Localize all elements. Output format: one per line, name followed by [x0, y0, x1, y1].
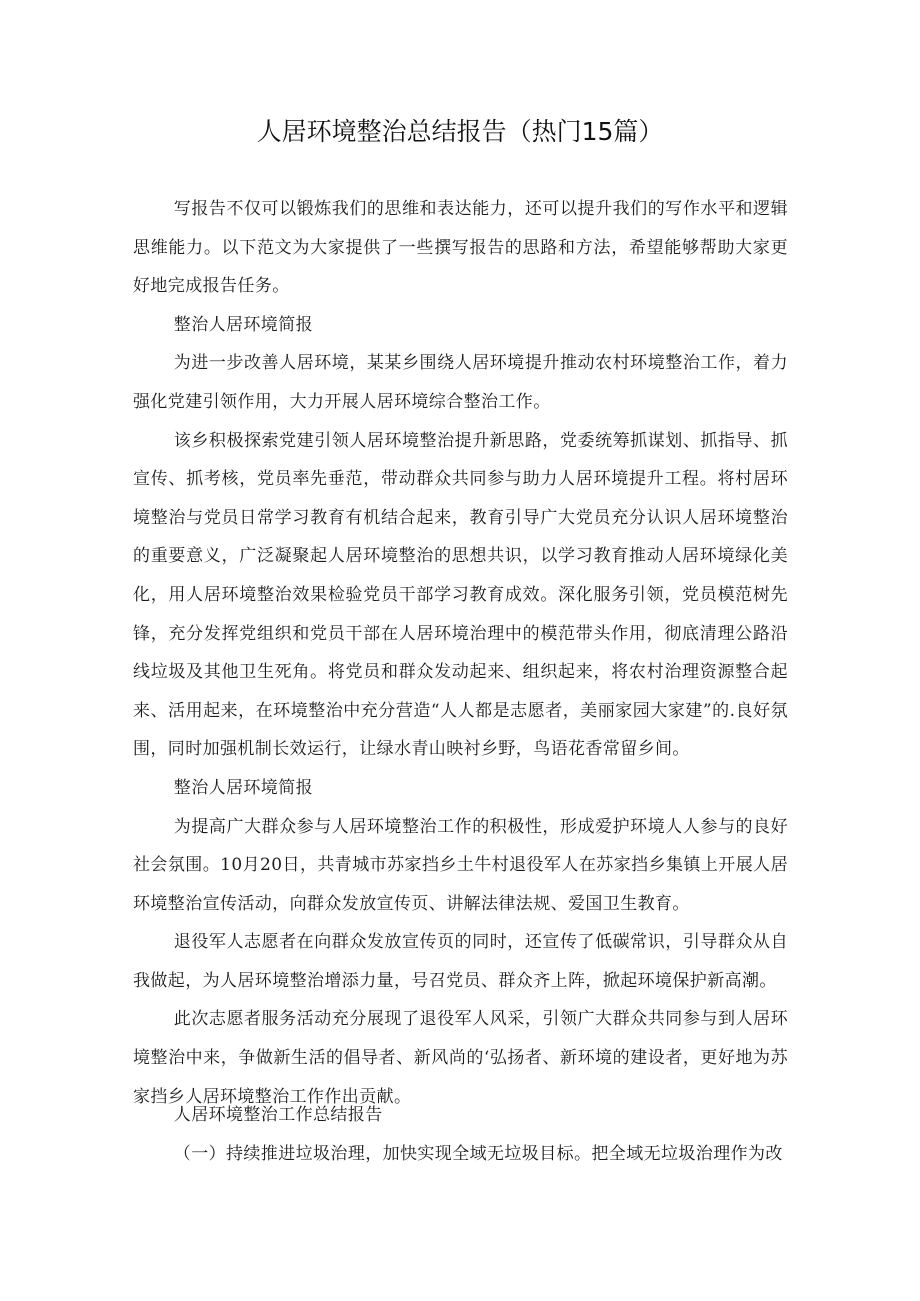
section-heading: 整治人居环境简报	[173, 777, 313, 798]
body-paragraph: 为提高广大群众参与人居环境整治工作的积极性，形成爱护环境人人参与的良好社会氛围。10月20日，共青城市苏家挡乡土牛村退役军人在苏家挡乡集镇上开展人居环境整治宣传活动，向群众发放宣传页、讲解法律法规、爱国卫生教育。	[133, 816, 788, 914]
document-body-continued	[133, 1096, 788, 1173]
body-paragraph: （一）持续推进垃圾治理，加快实现全域无垃圾目标。把全域无垃圾治理作为改	[173, 1143, 783, 1164]
document-title: 人居环境整治总结报告（热门15篇）	[256, 117, 664, 146]
body-paragraph: 该乡积极探索党建引领人居环境整治提升新思路，党委统筹抓谋划、抓指导、抓宣传、抓考核，党员率先垂范，带动群众共同参与助力人居环境提升工程。将村居环境整治与党员日常学习教育有机结合起来，教育引导广大党员充分认识人居环境整治的重要意义，广泛凝聚起人居环境整治的思想共识，以学习教育推动人居环境绿化美化，用人居环境整治效果检验党员干部学习教育成效。深化服务引领，党员模范树先锋，充分发挥党组织和党员干部在人居环境治理中的模范带头作用，彻底清理公路沿线垃圾及其他卫生死角。将党员和群众发动起来、组织起来，将农村治理资源整合起来、活用起来，在环境整治中充分营造“人人都是志愿者，美丽家园大家建”的.良好氛围，同时加强机制长效运行，让绿水青山映衬乡野，鸟语花香常留乡间。	[133, 430, 788, 760]
intro-paragraph: 写报告不仅可以锻炼我们的思维和表达能力，还可以提升我们的写作水平和逻辑思维能力。以下范文为大家提供了一些撰写报告的思路和方法，希望能够帮助大家更好地完成报告任务。	[133, 199, 788, 297]
document-body	[133, 190, 788, 1116]
body-paragraph: 此次志愿者服务活动充分展现了退役军人风采，引领广大群众共同参与到人居环境整治中来，争做新生活的倡导者、新风尚的‘弘扬者、新环境的建设者，更好地为苏家挡乡人居环境整治工作作出贡献。	[133, 1009, 788, 1107]
section-heading: 整治人居环境简报	[173, 314, 313, 335]
body-paragraph: 退役军人志愿者在向群众发放宣传页的同时，还宣传了低碳常识，引导群众从自我做起，为人居环境整治增添力量，号召党员、群众齐上阵，掀起环境保护新高潮。	[133, 932, 788, 991]
body-paragraph: 为进一步改善人居环境，某某乡围绕人居环境提升推动农村环境整治工作，着力强化党建引领作用，大力开展人居环境综合整治工作。	[133, 353, 788, 412]
section-heading: 人居环境整治工作总结报告	[173, 1105, 383, 1125]
